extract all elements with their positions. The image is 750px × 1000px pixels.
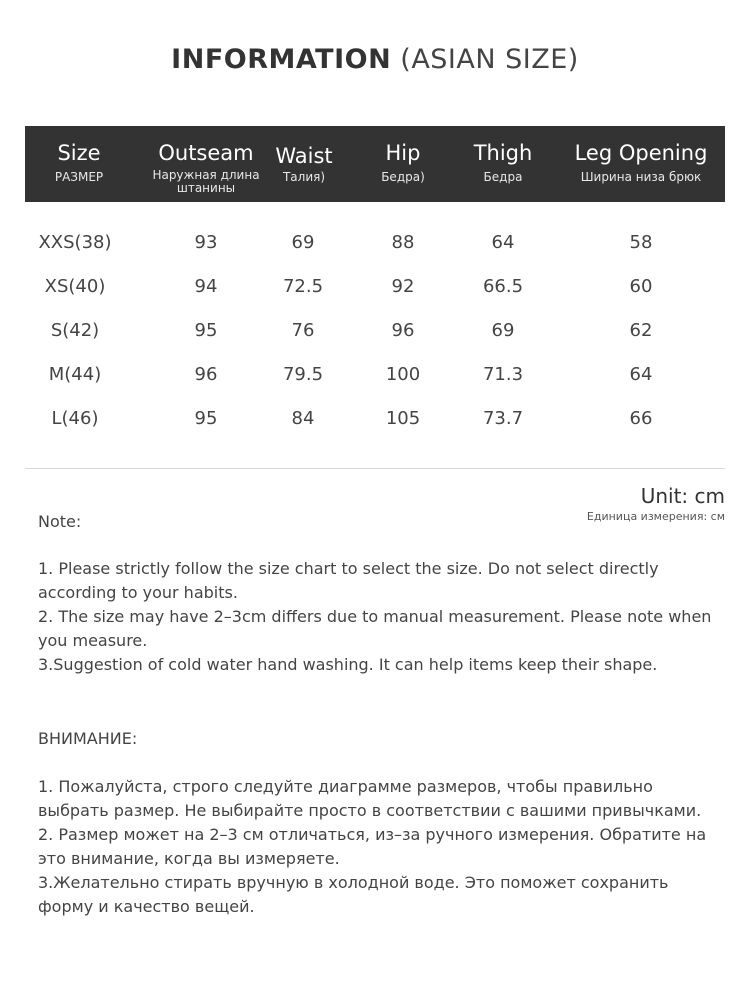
header-leg-opening-en: Leg Opening <box>574 141 708 165</box>
note-item: 2. The size may have 2–3cm differs due to manual measurement. Please note when you measure. <box>38 607 712 650</box>
cell-thigh: 64 <box>491 232 515 253</box>
unit-label: Unit: cm <box>640 484 725 508</box>
header-size-ru: РАЗМЕР <box>54 170 104 184</box>
header-size <box>25 126 133 202</box>
header-leg-opening <box>563 126 719 202</box>
header-thigh <box>463 126 543 202</box>
table-row <box>25 354 725 398</box>
note-item: 1. Please strictly follow the size chart to select the size. Do not select directly according to your habits. <box>38 559 659 602</box>
note-item: 3.Suggestion of cold water hand washing. It can help items keep their shape. <box>38 655 658 674</box>
cell-waist: 69 <box>291 232 315 253</box>
divider <box>25 468 725 469</box>
title-light: (ASIAN SIZE) <box>400 44 579 75</box>
table-row <box>25 266 725 310</box>
cell-leg-opening: 66 <box>629 408 653 429</box>
table-row <box>25 398 725 442</box>
attention-label-ru: ВНИМАНИЕ: <box>38 729 138 748</box>
header-outseam-en: Outseam <box>158 141 254 165</box>
cell-leg-opening: 60 <box>629 276 653 297</box>
table-row <box>25 222 725 266</box>
cell-thigh: 73.7 <box>482 408 524 429</box>
cell-size: XS(40) <box>44 276 106 297</box>
note-label: Note: <box>38 512 82 531</box>
cell-size: S(42) <box>50 320 100 341</box>
notes-english <box>38 557 723 677</box>
table-row <box>25 310 725 354</box>
cell-size: L(46) <box>51 408 99 429</box>
header-size-en: Size <box>57 141 101 165</box>
notes-russian <box>38 775 723 919</box>
header-outseam <box>145 126 267 202</box>
cell-waist: 79.5 <box>282 364 324 385</box>
header-hip-ru: Бедра) <box>381 170 425 184</box>
cell-outseam: 95 <box>194 408 218 429</box>
table-header <box>25 126 725 202</box>
cell-leg-opening: 64 <box>629 364 653 385</box>
unit-label-ru: Единица измерения: см <box>586 510 725 523</box>
cell-size: M(44) <box>48 364 102 385</box>
cell-thigh: 66.5 <box>482 276 524 297</box>
cell-hip: 100 <box>385 364 421 385</box>
header-outseam-ru: Наружная длина штанины <box>152 168 260 195</box>
header-leg-opening-ru: Ширина низа брюк <box>580 170 702 184</box>
header-waist-en: Waist <box>275 144 333 168</box>
cell-size: XXS(38) <box>38 232 112 253</box>
cell-hip: 96 <box>391 320 415 341</box>
cell-outseam: 96 <box>194 364 218 385</box>
note-item-ru: 2. Размер может на 2–3 см отличаться, из–за ручного измерения. Обратите на это внимание, когда вы измеряете. <box>38 825 707 868</box>
header-hip-en: Hip <box>385 141 421 165</box>
note-item-ru: 1. Пожалуйста, строго следуйте диаграмме размеров, чтобы правильно выбрать размер. Не выбирайте просто в соответствии с вашими привычками. <box>38 777 702 820</box>
cell-hip: 88 <box>391 232 415 253</box>
cell-leg-opening: 62 <box>629 320 653 341</box>
cell-outseam: 94 <box>194 276 218 297</box>
cell-thigh: 69 <box>491 320 515 341</box>
cell-leg-opening: 58 <box>629 232 653 253</box>
cell-hip: 92 <box>391 276 415 297</box>
cell-waist: 84 <box>291 408 315 429</box>
header-thigh-en: Thigh <box>473 141 533 165</box>
note-item-ru: 3.Желательно стирать вручную в холодной воде. Это поможет сохранить форму и качество вещей. <box>38 873 669 916</box>
header-thigh-ru: Бедра <box>483 170 523 184</box>
cell-waist: 76 <box>291 320 315 341</box>
cell-outseam: 93 <box>194 232 218 253</box>
cell-outseam: 95 <box>194 320 218 341</box>
cell-waist: 72.5 <box>282 276 324 297</box>
page-title <box>0 44 750 75</box>
cell-hip: 105 <box>385 408 421 429</box>
header-waist <box>267 126 341 202</box>
cell-thigh: 71.3 <box>482 364 524 385</box>
header-hip <box>363 126 443 202</box>
title-bold: INFORMATION <box>171 44 392 75</box>
header-waist-ru: Талия) <box>282 170 326 184</box>
